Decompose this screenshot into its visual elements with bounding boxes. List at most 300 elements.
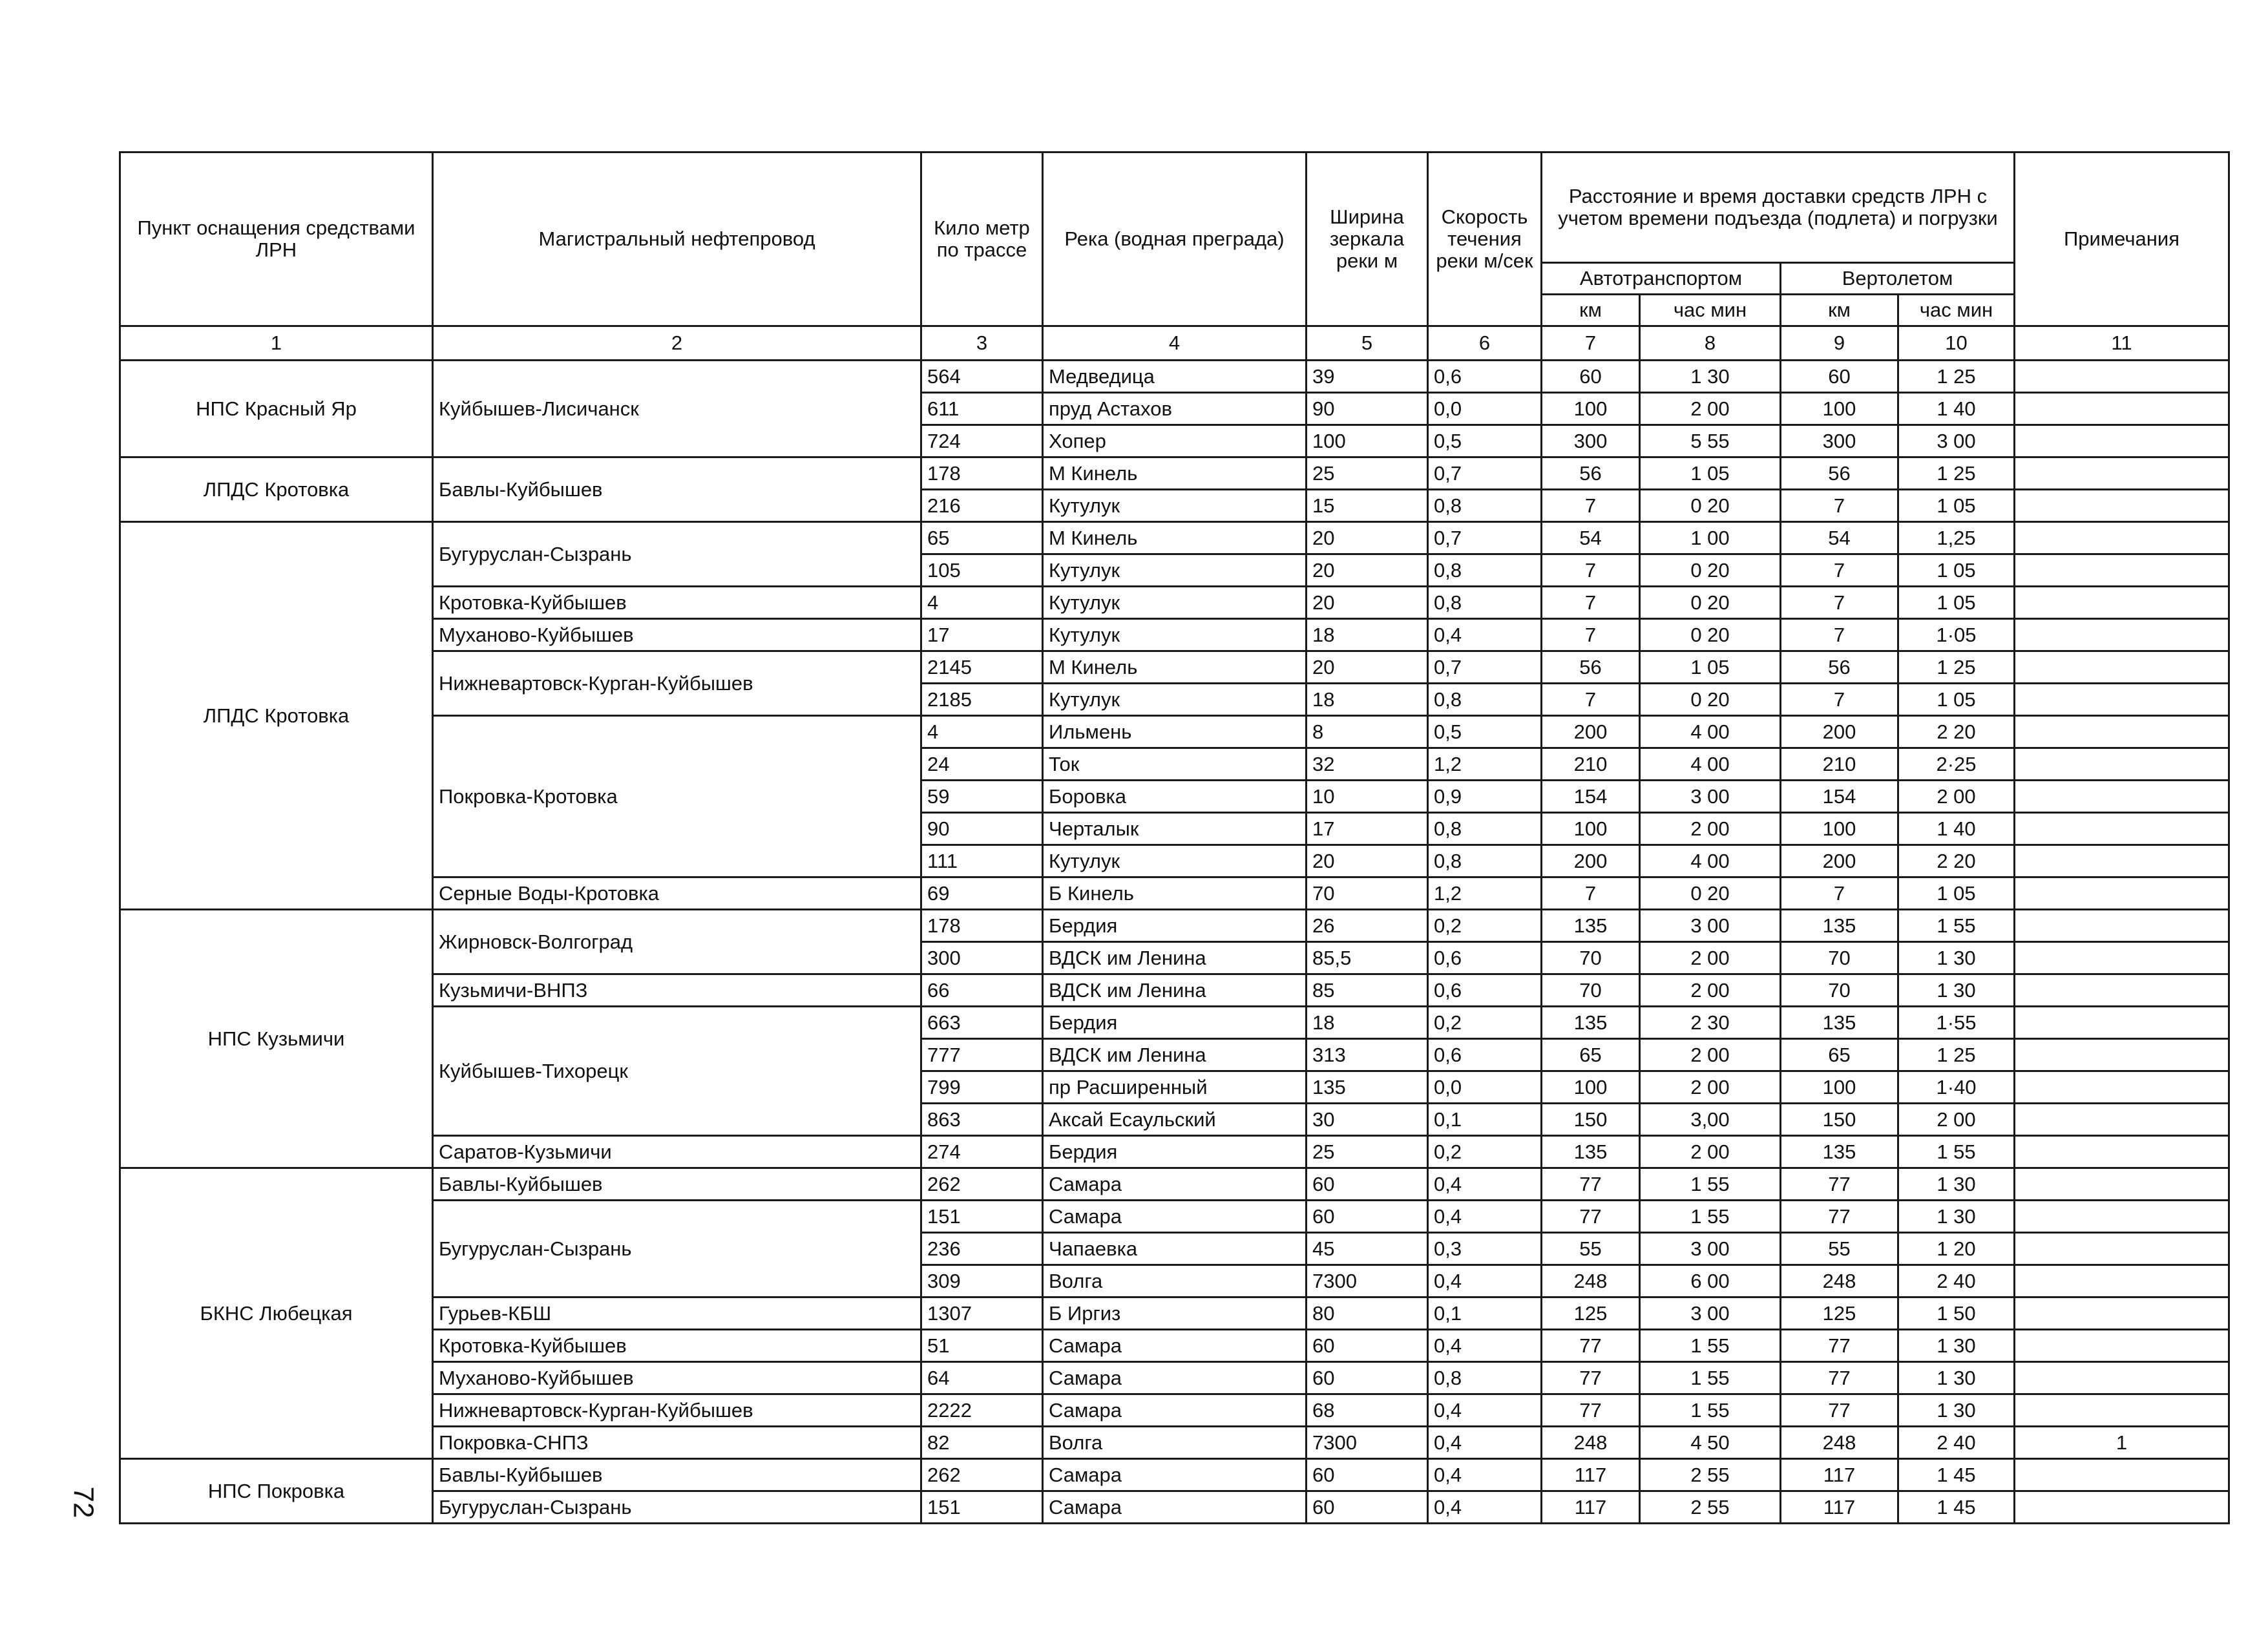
pipeline-cell: Гурьев-КБШ [433,1297,921,1330]
auto-km-cell: 135 [1542,910,1640,942]
heli-time-cell: 1 30 [1898,974,2015,1007]
river-crossing-table [119,151,2230,1524]
notes-cell [2015,1201,2229,1233]
heli-km-cell: 117 [1781,1491,1898,1524]
width-cell: 8 [1307,716,1428,748]
notes-cell [2015,1039,2229,1071]
heli-time-cell: 1 40 [1898,813,2015,845]
river-cell: Боровка [1043,781,1307,813]
speed-cell: 0,7 [1428,522,1542,554]
pipeline-cell: Кротовка-Куйбышев [433,587,921,619]
notes-cell [2015,1007,2229,1039]
heli-km-cell: 56 [1781,457,1898,490]
table-row [120,877,2229,910]
river-cell: Хопер [1043,425,1307,457]
speed-cell: 0,4 [1428,1491,1542,1524]
point-cell: ЛПДС Кротовка [120,457,433,522]
notes-cell [2015,684,2229,716]
column-number: 7 [1542,326,1640,361]
width-cell: 20 [1307,554,1428,587]
notes-cell [2015,1362,2229,1394]
width-cell: 68 [1307,1394,1428,1427]
width-cell: 7300 [1307,1427,1428,1459]
width-cell: 60 [1307,1168,1428,1201]
heli-time-cell: 1 55 [1898,910,2015,942]
header-heli-km: км [1781,295,1898,326]
pipeline-cell: Покровка-СНПЗ [433,1427,921,1459]
heli-time-cell: 1 30 [1898,1168,2015,1201]
pipeline-cell: Бугуруслан-Сызрань [433,1491,921,1524]
width-cell: 30 [1307,1104,1428,1136]
speed-cell: 0,8 [1428,1362,1542,1394]
kilometer-cell: 2185 [921,684,1043,716]
river-cell: Б Иргиз [1043,1297,1307,1330]
notes-cell [2015,974,2229,1007]
heli-km-cell: 248 [1781,1427,1898,1459]
auto-km-cell: 77 [1542,1330,1640,1362]
pipeline-cell: Кузьмичи-ВНПЗ [433,974,921,1007]
notes-cell [2015,1168,2229,1201]
pipeline-cell: Куйбышев-Тихорецк [433,1007,921,1136]
auto-km-cell: 125 [1542,1297,1640,1330]
heli-time-cell: 1 05 [1898,587,2015,619]
kilometer-cell: 64 [921,1362,1043,1394]
width-cell: 80 [1307,1297,1428,1330]
width-cell: 20 [1307,651,1428,684]
notes-cell [2015,1104,2229,1136]
header-kilometer: Кило метр по трассе [921,152,1043,326]
river-cell: ВДСК им Ленина [1043,942,1307,974]
pipeline-cell: Бугуруслан-Сызрань [433,1201,921,1297]
auto-km-cell: 77 [1542,1362,1640,1394]
heli-km-cell: 125 [1781,1297,1898,1330]
heli-time-cell: 1·05 [1898,619,2015,651]
pipeline-cell: Кротовка-Куйбышев [433,1330,921,1362]
notes-cell [2015,554,2229,587]
heli-km-cell: 7 [1781,587,1898,619]
notes-cell [2015,619,2229,651]
table-row [120,910,2229,942]
auto-time-cell: 2 00 [1640,1039,1781,1071]
kilometer-cell: 111 [921,845,1043,877]
width-cell: 135 [1307,1071,1428,1104]
auto-time-cell: 2 00 [1640,393,1781,425]
speed-cell: 0,5 [1428,716,1542,748]
heli-km-cell: 54 [1781,522,1898,554]
column-number: 6 [1428,326,1542,361]
header-auto: Автотранспортом [1542,263,1781,295]
kilometer-cell: 151 [921,1491,1043,1524]
auto-km-cell: 65 [1542,1039,1640,1071]
river-cell: ВДСК им Ленина [1043,974,1307,1007]
auto-time-cell: 1 30 [1640,361,1781,393]
header-river: Река (водная преграда) [1043,152,1307,326]
notes-cell [2015,845,2229,877]
pipeline-cell: Серные Воды-Кротовка [433,877,921,910]
heli-time-cell: 1 45 [1898,1459,2015,1491]
kilometer-cell: 262 [921,1168,1043,1201]
auto-km-cell: 60 [1542,361,1640,393]
auto-km-cell: 77 [1542,1394,1640,1427]
heli-km-cell: 100 [1781,813,1898,845]
speed-cell: 0,4 [1428,619,1542,651]
column-number-row [120,326,2229,361]
speed-cell: 0,6 [1428,974,1542,1007]
notes-cell [2015,813,2229,845]
width-cell: 20 [1307,587,1428,619]
auto-time-cell: 1 00 [1640,522,1781,554]
auto-time-cell: 2 00 [1640,813,1781,845]
column-number: 8 [1640,326,1781,361]
river-cell: Самара [1043,1201,1307,1233]
heli-time-cell: 1 55 [1898,1136,2015,1168]
header-pipeline: Магистральный нефтепровод [433,152,921,326]
auto-time-cell: 3 00 [1640,781,1781,813]
notes-cell [2015,425,2229,457]
heli-km-cell: 248 [1781,1265,1898,1297]
auto-km-cell: 7 [1542,619,1640,651]
speed-cell: 0,2 [1428,1136,1542,1168]
auto-time-cell: 5 55 [1640,425,1781,457]
notes-cell [2015,716,2229,748]
auto-km-cell: 300 [1542,425,1640,457]
notes-cell [2015,1330,2229,1362]
width-cell: 7300 [1307,1265,1428,1297]
auto-time-cell: 1 05 [1640,651,1781,684]
auto-km-cell: 77 [1542,1168,1640,1201]
river-cell: пруд Астахов [1043,393,1307,425]
point-cell: НПС Кузьмичи [120,910,433,1168]
table-row [120,1459,2229,1491]
width-cell: 70 [1307,877,1428,910]
table-row [120,1362,2229,1394]
auto-time-cell: 1 55 [1640,1394,1781,1427]
table-body [120,326,2229,1524]
speed-cell: 0,6 [1428,942,1542,974]
column-number: 1 [120,326,433,361]
column-number: 4 [1043,326,1307,361]
pipeline-cell: Нижневартовск-Курган-Куйбышев [433,1394,921,1427]
column-number: 2 [433,326,921,361]
auto-time-cell: 0 20 [1640,877,1781,910]
point-cell: НПС Красный Яр [120,361,433,457]
speed-cell: 0,8 [1428,554,1542,587]
speed-cell: 1,2 [1428,877,1542,910]
auto-time-cell: 6 00 [1640,1265,1781,1297]
kilometer-cell: 90 [921,813,1043,845]
auto-time-cell: 1 55 [1640,1201,1781,1233]
kilometer-cell: 82 [921,1427,1043,1459]
kilometer-cell: 863 [921,1104,1043,1136]
pipeline-cell: Бавлы-Куйбышев [433,1168,921,1201]
heli-time-cell: 1 05 [1898,490,2015,522]
notes-cell [2015,748,2229,781]
auto-time-cell: 1 55 [1640,1168,1781,1201]
speed-cell: 0,4 [1428,1168,1542,1201]
point-cell: НПС Покровка [120,1459,433,1524]
auto-time-cell: 0 20 [1640,619,1781,651]
heli-km-cell: 70 [1781,974,1898,1007]
river-cell: М Кинель [1043,522,1307,554]
speed-cell: 0,8 [1428,490,1542,522]
speed-cell: 0,8 [1428,845,1542,877]
auto-km-cell: 135 [1542,1136,1640,1168]
auto-km-cell: 7 [1542,490,1640,522]
heli-km-cell: 7 [1781,619,1898,651]
river-cell: Самара [1043,1394,1307,1427]
notes-cell [2015,522,2229,554]
width-cell: 32 [1307,748,1428,781]
table-row [120,619,2229,651]
heli-km-cell: 154 [1781,781,1898,813]
auto-km-cell: 70 [1542,974,1640,1007]
heli-km-cell: 56 [1781,651,1898,684]
width-cell: 60 [1307,1459,1428,1491]
notes-cell: 1 [2015,1427,2229,1459]
kilometer-cell: 777 [921,1039,1043,1071]
header-auto-km: км [1542,295,1640,326]
kilometer-cell: 216 [921,490,1043,522]
table-row [120,1427,2229,1459]
width-cell: 26 [1307,910,1428,942]
speed-cell: 0,8 [1428,813,1542,845]
header-speed: Скорость течения реки м/сек [1428,152,1542,326]
notes-cell [2015,490,2229,522]
kilometer-cell: 2222 [921,1394,1043,1427]
auto-time-cell: 3 00 [1640,1233,1781,1265]
heli-time-cell: 3 00 [1898,425,2015,457]
pipeline-cell: Бугуруслан-Сызрань [433,522,921,587]
header-delivery-group: Расстояние и время доставки средств ЛРН с учетом времени подъезда (подлета) и погрузки [1542,152,2015,263]
speed-cell: 0,4 [1428,1201,1542,1233]
auto-km-cell: 135 [1542,1007,1640,1039]
kilometer-cell: 274 [921,1136,1043,1168]
speed-cell: 0,7 [1428,651,1542,684]
auto-km-cell: 100 [1542,1071,1640,1104]
width-cell: 60 [1307,1201,1428,1233]
notes-cell [2015,587,2229,619]
heli-time-cell: 2 40 [1898,1427,2015,1459]
page-number: 72 [67,1486,100,1518]
kilometer-cell: 51 [921,1330,1043,1362]
notes-cell [2015,1136,2229,1168]
column-number: 9 [1781,326,1898,361]
speed-cell: 0,4 [1428,1330,1542,1362]
heli-time-cell: 1 20 [1898,1233,2015,1265]
river-cell: Ток [1043,748,1307,781]
heli-km-cell: 7 [1781,554,1898,587]
width-cell: 18 [1307,1007,1428,1039]
width-cell: 60 [1307,1330,1428,1362]
width-cell: 18 [1307,684,1428,716]
river-cell: Кутулук [1043,684,1307,716]
notes-cell [2015,1297,2229,1330]
auto-km-cell: 117 [1542,1459,1640,1491]
table-row [120,522,2229,554]
notes-cell [2015,1394,2229,1427]
river-cell: Самара [1043,1330,1307,1362]
width-cell: 15 [1307,490,1428,522]
auto-km-cell: 7 [1542,554,1640,587]
table-row [120,1007,2229,1039]
auto-time-cell: 4 50 [1640,1427,1781,1459]
river-cell: Самара [1043,1491,1307,1524]
header-heli-time: час мин [1898,295,2015,326]
header-point: Пункт оснащения средствами ЛРН [120,152,433,326]
kilometer-cell: 4 [921,587,1043,619]
river-cell: Волга [1043,1265,1307,1297]
auto-time-cell: 0 20 [1640,554,1781,587]
river-cell: Бердия [1043,910,1307,942]
heli-km-cell: 300 [1781,425,1898,457]
heli-km-cell: 100 [1781,1071,1898,1104]
heli-time-cell: 1 05 [1898,554,2015,587]
heli-km-cell: 70 [1781,942,1898,974]
auto-km-cell: 7 [1542,587,1640,619]
notes-cell [2015,877,2229,910]
heli-time-cell: 2 40 [1898,1265,2015,1297]
notes-cell [2015,361,2229,393]
heli-time-cell: 1 30 [1898,1362,2015,1394]
river-cell: Самара [1043,1168,1307,1201]
speed-cell: 0,0 [1428,393,1542,425]
table-row [120,587,2229,619]
auto-time-cell: 1 05 [1640,457,1781,490]
width-cell: 10 [1307,781,1428,813]
heli-time-cell: 2 20 [1898,845,2015,877]
auto-time-cell: 0 20 [1640,490,1781,522]
auto-km-cell: 248 [1542,1427,1640,1459]
kilometer-cell: 17 [921,619,1043,651]
heli-km-cell: 77 [1781,1330,1898,1362]
auto-time-cell: 2 00 [1640,1071,1781,1104]
point-cell: БКНС Любецкая [120,1168,433,1459]
width-cell: 100 [1307,425,1428,457]
speed-cell: 0,7 [1428,457,1542,490]
column-number: 3 [921,326,1043,361]
header-notes: Примечания [2015,152,2229,326]
kilometer-cell: 1307 [921,1297,1043,1330]
heli-time-cell: 1 30 [1898,1201,2015,1233]
heli-time-cell: 1 25 [1898,457,2015,490]
width-cell: 45 [1307,1233,1428,1265]
speed-cell: 0,4 [1428,1394,1542,1427]
table-row [120,1136,2229,1168]
width-cell: 85 [1307,974,1428,1007]
heli-time-cell: 2 20 [1898,716,2015,748]
river-cell: Ильмень [1043,716,1307,748]
auto-km-cell: 54 [1542,522,1640,554]
river-cell: Кутулук [1043,845,1307,877]
heli-time-cell: 1 25 [1898,361,2015,393]
heli-time-cell: 1 50 [1898,1297,2015,1330]
heli-km-cell: 135 [1781,1007,1898,1039]
river-cell: Самара [1043,1459,1307,1491]
auto-time-cell: 2 55 [1640,1491,1781,1524]
heli-km-cell: 150 [1781,1104,1898,1136]
table-row [120,361,2229,393]
heli-km-cell: 100 [1781,393,1898,425]
auto-time-cell: 0 20 [1640,684,1781,716]
width-cell: 85,5 [1307,942,1428,974]
heli-time-cell: 1 25 [1898,651,2015,684]
notes-cell [2015,1233,2229,1265]
river-cell: Медведица [1043,361,1307,393]
table-row [120,651,2229,684]
auto-time-cell: 3 00 [1640,1297,1781,1330]
auto-km-cell: 154 [1542,781,1640,813]
kilometer-cell: 564 [921,361,1043,393]
table-row [120,1330,2229,1362]
speed-cell: 0,1 [1428,1297,1542,1330]
kilometer-cell: 300 [921,942,1043,974]
kilometer-cell: 105 [921,554,1043,587]
auto-time-cell: 0 20 [1640,587,1781,619]
auto-km-cell: 56 [1542,651,1640,684]
river-cell: ВДСК им Ленина [1043,1039,1307,1071]
kilometer-cell: 4 [921,716,1043,748]
pipeline-cell: Бавлы-Куйбышев [433,457,921,522]
notes-cell [2015,781,2229,813]
pipeline-cell: Саратов-Кузьмичи [433,1136,921,1168]
kilometer-cell: 799 [921,1071,1043,1104]
heli-km-cell: 77 [1781,1201,1898,1233]
auto-km-cell: 77 [1542,1201,1640,1233]
heli-km-cell: 77 [1781,1394,1898,1427]
heli-km-cell: 55 [1781,1233,1898,1265]
auto-km-cell: 56 [1542,457,1640,490]
kilometer-cell: 2145 [921,651,1043,684]
speed-cell: 0,6 [1428,361,1542,393]
width-cell: 39 [1307,361,1428,393]
speed-cell: 0,1 [1428,1104,1542,1136]
heli-time-cell: 1 05 [1898,684,2015,716]
auto-km-cell: 248 [1542,1265,1640,1297]
speed-cell: 0,3 [1428,1233,1542,1265]
river-cell: Чапаевка [1043,1233,1307,1265]
heli-km-cell: 7 [1781,490,1898,522]
notes-cell [2015,457,2229,490]
heli-time-cell: 1 30 [1898,1330,2015,1362]
auto-km-cell: 55 [1542,1233,1640,1265]
table-row [120,457,2229,490]
auto-time-cell: 2 00 [1640,942,1781,974]
pipeline-cell: Бавлы-Куйбышев [433,1459,921,1491]
heli-km-cell: 210 [1781,748,1898,781]
kilometer-cell: 24 [921,748,1043,781]
river-cell: Б Кинель [1043,877,1307,910]
auto-km-cell: 200 [1542,716,1640,748]
auto-time-cell: 2 30 [1640,1007,1781,1039]
auto-km-cell: 100 [1542,813,1640,845]
heli-km-cell: 7 [1781,684,1898,716]
river-cell: пр Расширенный [1043,1071,1307,1104]
width-cell: 60 [1307,1491,1428,1524]
heli-km-cell: 65 [1781,1039,1898,1071]
pipeline-cell: Нижневартовск-Курган-Куйбышев [433,651,921,716]
speed-cell: 0,0 [1428,1071,1542,1104]
kilometer-cell: 178 [921,910,1043,942]
river-cell: Бердия [1043,1136,1307,1168]
speed-cell: 0,2 [1428,910,1542,942]
width-cell: 20 [1307,845,1428,877]
speed-cell: 0,2 [1428,1007,1542,1039]
kilometer-cell: 65 [921,522,1043,554]
river-cell: Кутулук [1043,619,1307,651]
kilometer-cell: 262 [921,1459,1043,1491]
table-row [120,1491,2229,1524]
auto-km-cell: 100 [1542,393,1640,425]
